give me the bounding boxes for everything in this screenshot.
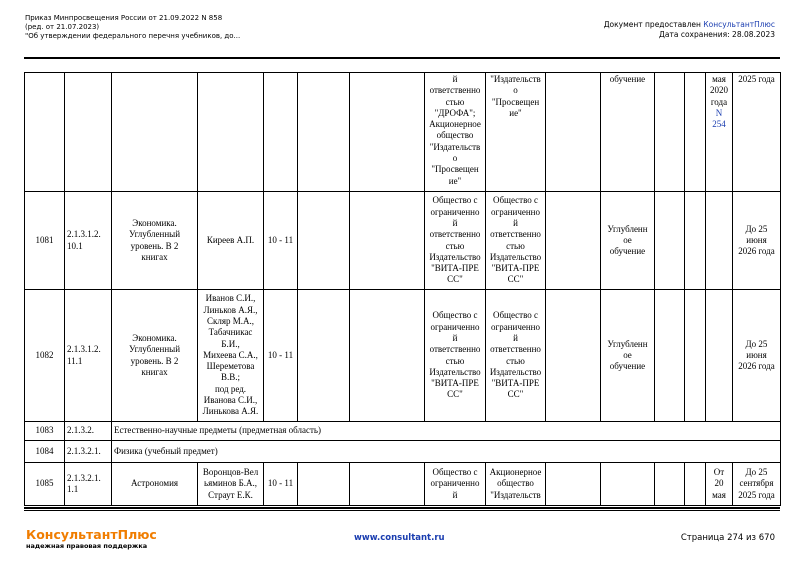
provided-by-label: Документ предоставлен (603, 20, 704, 29)
table-cell (706, 290, 733, 422)
table-cell (655, 290, 685, 422)
table-row (25, 73, 781, 192)
doc-title-line: "Об утверждении федерального перечня учебников, до... (25, 32, 241, 40)
table-cell (546, 463, 601, 506)
table-cell (350, 463, 425, 506)
table-cell: Киреев А.П. (198, 192, 264, 290)
table-cell: Углубленн ое обучение (601, 192, 655, 290)
table-cell: Экономика. Углубленный уровень. В 2 книгах (112, 290, 198, 422)
table-cell (298, 192, 350, 290)
page-number: Страница 274 из 670 (680, 533, 775, 543)
table-cell: Общество с ограниченно й (425, 463, 486, 506)
table-cell: Общество с ограниченно й ответственно стью Издательство "ВИТА-ПРЕ СС" (425, 192, 486, 290)
brand-link[interactable]: КонсультантПлюс (703, 20, 775, 29)
table-cell: Воронцов-Вел ьяминов Б.А., Страут Е.К. (198, 463, 264, 506)
table-cell (655, 463, 685, 506)
date-text: мая 2020 года (710, 74, 728, 107)
footer-logo (26, 528, 157, 551)
table-cell (601, 463, 655, 506)
brand-name: КонсультантПлюс (26, 527, 157, 542)
saved-date: Дата сохранения: 28.08.2023 (659, 29, 775, 39)
table-cell (546, 290, 601, 422)
table-cell (546, 73, 601, 192)
table-cell (685, 463, 706, 506)
table-cell: От 20 мая (706, 463, 733, 506)
table-cell (706, 192, 733, 290)
table-cell: 2.1.3.1.2. 11.1 (65, 290, 112, 422)
document-title (25, 14, 240, 41)
table-row (25, 463, 781, 506)
table-cell (685, 73, 706, 192)
table-cell (706, 73, 733, 192)
table-cell (685, 192, 706, 290)
table-cell: Экономика. Углубленный уровень. В 2 книгах (112, 192, 198, 290)
section-row (25, 422, 781, 441)
section-code: 2.1.3.2. (65, 422, 112, 441)
table-cell: Углубленн ое обучение (601, 290, 655, 422)
table-cell: Общество с ограниченно й ответственно стью Издательство "ВИТА-ПРЕ СС" (486, 192, 546, 290)
table-cell (655, 73, 685, 192)
table-cell (655, 192, 685, 290)
section-title: Естественно-научные предметы (предметная область) (112, 422, 781, 441)
section-row (25, 441, 781, 463)
table-cell: 1085 (25, 463, 65, 506)
section-num: 1084 (25, 441, 65, 463)
table-cell (65, 73, 112, 192)
table-cell (546, 192, 601, 290)
table-cell (350, 290, 425, 422)
table-cell: Общество с ограниченно й ответственно стью Издательство "ВИТА-ПРЕ СС" (425, 290, 486, 422)
table-cell: Общество с ограниченно й ответственно стью Издательство "ВИТА-ПРЕ СС" (486, 290, 546, 422)
section-code: 2.1.3.2.1. (65, 441, 112, 463)
table-cell: 10 - 11 (264, 192, 298, 290)
table-cell: "Издательств о "Просвещен ие" (486, 73, 546, 192)
section-title: Физика (учебный предмет) (112, 441, 781, 463)
table-cell: й ответственно стью "ДРОФА"; Акционерное общество "Издательств о "Просвещен ие" (425, 73, 486, 192)
table-cell (298, 290, 350, 422)
textbook-table (24, 72, 781, 506)
header-divider (24, 57, 780, 59)
table-cell (298, 463, 350, 506)
table-cell: Астрономия (112, 463, 198, 506)
doc-title-line: Приказ Минпросвещения России от 21.09.2022 N 858 (25, 14, 223, 22)
order-link[interactable]: N 254 (712, 107, 726, 130)
footer-divider (24, 510, 780, 511)
document-provider (604, 20, 775, 39)
site-link[interactable]: www.consultant.ru (354, 533, 445, 543)
table-cell (685, 290, 706, 422)
table-row (25, 192, 781, 290)
table-cell: 10 - 11 (264, 290, 298, 422)
table-row (25, 290, 781, 422)
table-cell (112, 73, 198, 192)
table-cell: Акционерное общество "Издательств (486, 463, 546, 506)
table-cell (350, 73, 425, 192)
table-cell (198, 73, 264, 192)
brand-tagline: надежная правовая поддержка (26, 542, 148, 550)
table-cell: Иванов С.И., Линьков А.Я., Скляр М.А., Табачникас Б.И., Михеева С.А., Шереметова В.В.; под ред. Иванова С.И., Линькова А.Я. (198, 290, 264, 422)
doc-title-line: (ред. от 21.07.2023) (25, 23, 100, 31)
table-cell: До 25 июня 2026 года (733, 290, 781, 422)
table-cell: 1082 (25, 290, 65, 422)
table-cell: 10 - 11 (264, 463, 298, 506)
table-cell (264, 73, 298, 192)
table-cell: 2.1.3.1.2. 10.1 (65, 192, 112, 290)
table-cell: До 25 июня 2026 года (733, 192, 781, 290)
section-num: 1083 (25, 422, 65, 441)
table-cell: 2.1.3.2.1. 1.1 (65, 463, 112, 506)
table-cell: 1081 (25, 192, 65, 290)
table-cell: До 25 сентября 2025 года (733, 463, 781, 506)
footer-divider (24, 507, 780, 509)
table-cell (350, 192, 425, 290)
table-cell: 2025 года (733, 73, 781, 192)
table-cell: обучение (601, 73, 655, 192)
table-cell (25, 73, 65, 192)
table-cell (298, 73, 350, 192)
